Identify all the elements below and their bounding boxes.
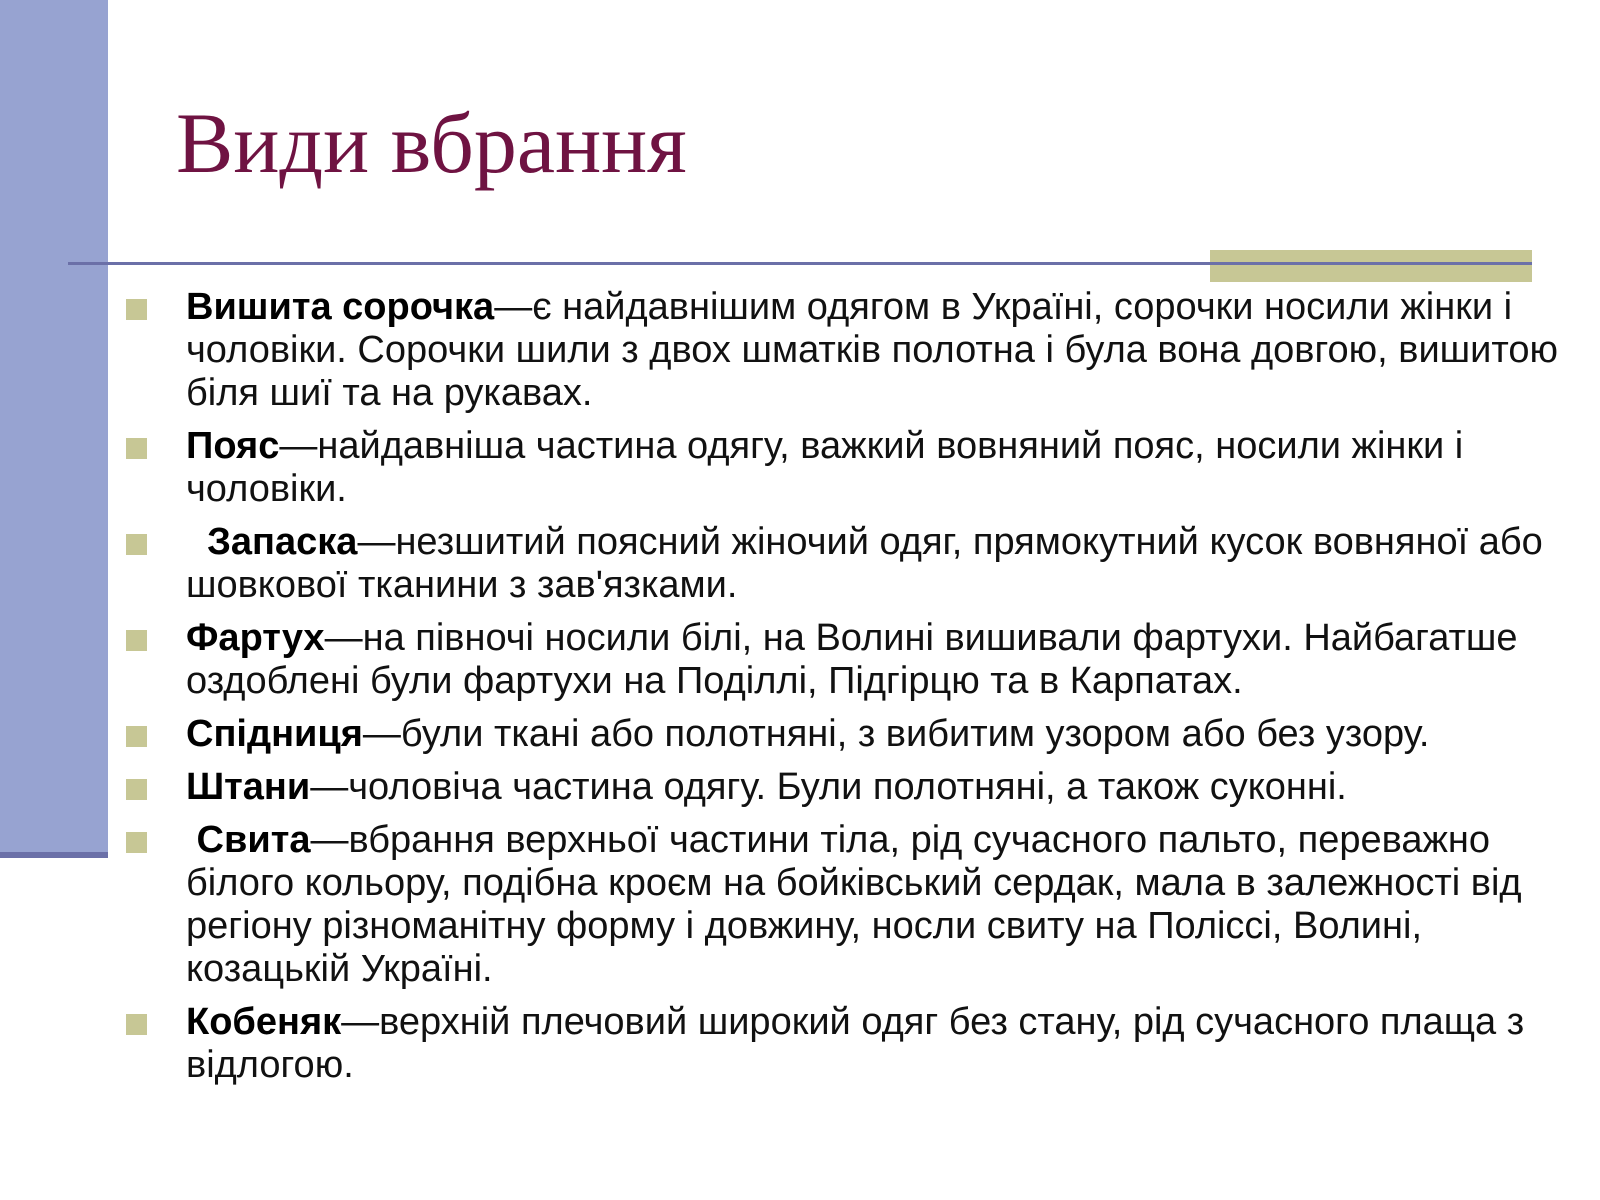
square-bullet-icon <box>126 299 147 320</box>
item-term: Свита <box>186 819 311 861</box>
bullet-list <box>126 286 1588 1097</box>
list-item <box>126 425 1588 511</box>
item-term: Вишита сорочка <box>186 286 495 328</box>
item-text: —вбрання верхньої частини тіла, рід сучасного пальто, переважно білого кольору, подібна кроєм на бойківський сердак, мала в залежності від регіону різноманітну форму і довжину, носли свиту на Поліссі, Волині, козацькій Україні. <box>186 819 1522 990</box>
item-term: Пояс <box>186 425 280 467</box>
square-bullet-icon <box>126 726 147 747</box>
item-term: Кобеняк <box>186 1001 342 1043</box>
list-item <box>126 713 1588 756</box>
item-text: —незшитий поясний жіночий одяг, прямокутний кусок вовняної або шовкової тканини з зав'язками. <box>186 521 1543 606</box>
item-term: Запаска <box>186 521 358 563</box>
square-bullet-icon <box>126 438 147 459</box>
item-text: —на півночі носили білі, на Волині вишивали фартухи. Найбагатше оздоблені були фартухи на Поділлі, Підгірцю та в Карпатах. <box>186 617 1518 702</box>
title-rule-line-overlay <box>1210 262 1532 265</box>
square-bullet-icon <box>126 1014 147 1035</box>
item-text: —верхній плечовий широкий одяг без стану, рід сучасного плаща з відлогою. <box>186 1001 1525 1086</box>
list-item <box>126 1001 1588 1087</box>
list-item <box>126 286 1588 415</box>
square-bullet-icon <box>126 779 147 800</box>
square-bullet-icon <box>126 630 147 651</box>
item-text: —найдавніша частина одягу, важкий вовняний пояс, носили жінки і чоловіки. <box>186 425 1464 510</box>
title-rule-accent <box>1210 250 1532 282</box>
list-item <box>126 521 1588 607</box>
square-bullet-icon <box>126 832 147 853</box>
item-text: —чоловіча частина одягу. Були полотняні, а також суконні. <box>310 766 1347 808</box>
list-item <box>126 617 1588 703</box>
item-text: —є найдавнішим одягом в Україні, сорочки носили жінки і чоловіки. Сорочки шили з двох шматків полотна і була вона довгою, вишитою біля шиї та на рукавах. <box>186 286 1559 414</box>
item-term: Фартух <box>186 617 325 659</box>
sidebar-decoration <box>0 0 108 858</box>
item-term: Спідниця <box>186 713 363 755</box>
square-bullet-icon <box>126 534 147 555</box>
item-text: —були ткані або полотняні, з вибитим узором або без узору. <box>362 713 1430 755</box>
list-item <box>126 766 1588 809</box>
slide-title: Види вбрання <box>176 95 687 191</box>
list-item <box>126 819 1588 991</box>
item-term: Штани <box>186 766 311 808</box>
